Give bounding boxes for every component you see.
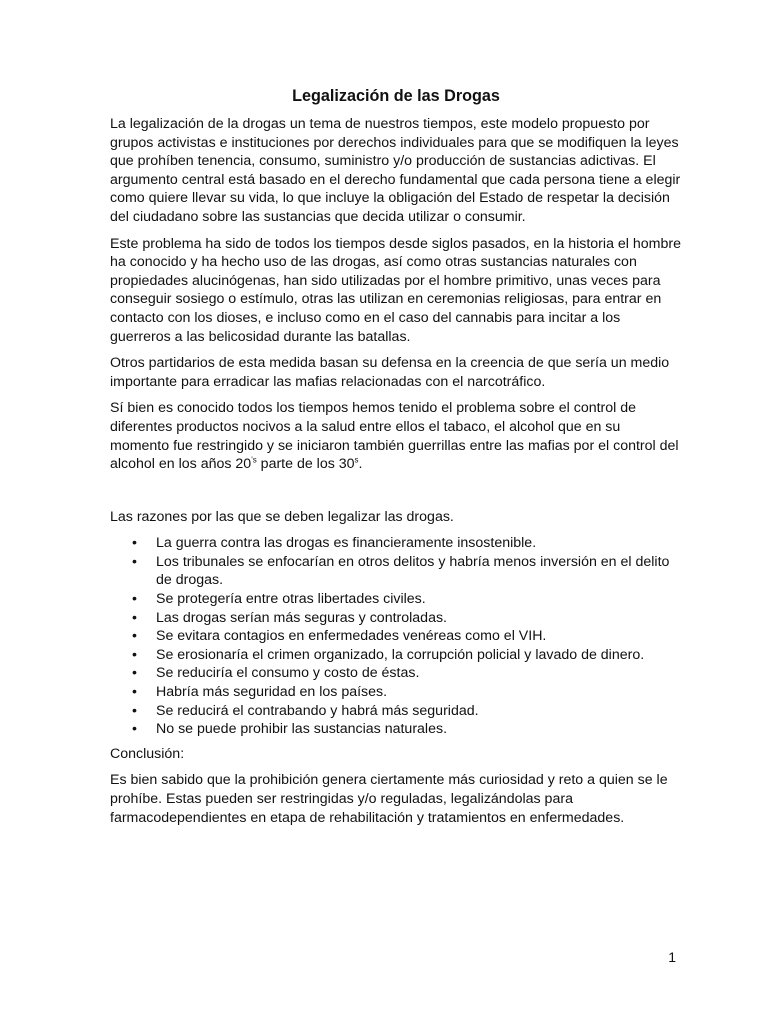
reason-text: Se reducirá el contrabando y habrá más seguridad. bbox=[156, 702, 479, 719]
reason-text: Habría más seguridad en los países. bbox=[156, 684, 388, 701]
bullet-icon: • bbox=[132, 628, 137, 645]
bullet-icon: • bbox=[132, 646, 137, 663]
reason-text: Se protegería entre otras libertades civiles. bbox=[156, 591, 426, 608]
superscript-20s: 's bbox=[251, 455, 257, 465]
reason-item bbox=[110, 702, 682, 721]
reason-item bbox=[110, 590, 682, 609]
bullet-icon: • bbox=[132, 609, 137, 626]
bullet-icon: • bbox=[132, 591, 137, 608]
bullet-icon: • bbox=[132, 553, 137, 570]
reason-item bbox=[110, 609, 682, 628]
reason-text: Las drogas serían más seguras y controladas. bbox=[156, 609, 447, 626]
paragraph-intro: La legalización de la drogas un tema de nuestros tiempos, este modelo propuesto por grupos activistas e instituciones por derechos individuales para que se modifiquen la leyes que prohíben tenencia, consumo, suministro y/o producción de sustancias adictivas. El argumento central está basado en el derecho fundamental que cada persona tiene a elegir como quiere llevar su vida, lo que incluye la obligación del Estado de respetar la decisión del ciudadano sobre las sustancias que decida utilizar o consumir. bbox=[110, 116, 681, 225]
reason-text: No se puede prohibir las sustancias naturales. bbox=[156, 721, 448, 738]
paragraph-control-mid: parte de los 30 bbox=[256, 456, 355, 473]
paragraph-control-end: . bbox=[358, 456, 363, 473]
reason-text: Se erosionaría el crimen organizado, la corrupción policial y lavado de dinero. bbox=[156, 646, 645, 663]
reason-text: Los tribunales se enfocarían en otros delitos y habría menos inversión en el delito de drogas. bbox=[156, 553, 670, 589]
bullet-icon: • bbox=[132, 535, 137, 552]
document-title: Legalización de las Drogas bbox=[292, 87, 500, 105]
reason-item bbox=[110, 534, 682, 553]
document-body bbox=[110, 86, 682, 835]
superscript-30s: s bbox=[354, 455, 359, 465]
reason-item bbox=[110, 553, 682, 590]
page-number: 1 bbox=[668, 949, 676, 965]
conclusion-paragraph: Es bien sabido que la prohibición genera ciertamente más curiosidad y reto a quien se le prohíbe. Estas pueden ser restringidas y/o reguladas, legalizándolas para farmacodependientes en etapa de rehabilitación y tratamientos en enfermedades. bbox=[110, 772, 668, 826]
reason-item bbox=[110, 646, 682, 665]
bullet-icon: • bbox=[132, 721, 137, 738]
paragraph-history: Este problema ha sido de todos los tiempos desde siglos pasados, en la historia el hombre ha conocido y ha hecho uso de las drogas, así como otras sustancias naturales con propiedades alucinógenas, han sido utilizadas por el hombre primitivo, unas veces para conseguir sosiego o estímulo, otras las utilizan en ceremonias religiosas, para entrar en contacto con los dioses, e incluso como en el caso del cannabis para incitar a los guerreros a las belicosidad durante las batallas. bbox=[110, 235, 681, 345]
bullet-icon: • bbox=[132, 702, 137, 719]
conclusion-heading: Conclusión: bbox=[110, 745, 185, 762]
reason-item bbox=[110, 683, 682, 702]
reason-text: Se reduciría el consumo y costo de éstas. bbox=[156, 665, 420, 682]
paragraph-control-text: Sí bien es conocido todos los tiempos hemos tenido el problema sobre el control de diferentes productos nocivos a la salud entre ellos el tabaco, el alcohol que en su momento fue restringido y se iniciaron también guerrillas entre las mafias por el control del alcohol en los años 20 bbox=[110, 400, 679, 473]
spacer bbox=[110, 482, 682, 508]
reason-text: Se evitara contagios en enfermedades venéreas como el VIH. bbox=[156, 628, 547, 645]
reasons-heading: Las razones por las que se deben legalizar las drogas. bbox=[110, 508, 454, 525]
reasons-list bbox=[110, 534, 682, 739]
reason-text: La guerra contra las drogas es financieramente insostenible. bbox=[156, 535, 537, 552]
paragraph-partisans: Otros partidarios de esta medida basan su defensa en la creencia de que sería un medio importante para erradicar las mafias relacionadas con el narcotráfico. bbox=[110, 355, 670, 390]
paragraph-control bbox=[110, 399, 682, 473]
reason-item bbox=[110, 627, 682, 646]
bullet-icon: • bbox=[132, 684, 137, 701]
reason-item bbox=[110, 720, 682, 739]
bullet-icon: • bbox=[132, 665, 137, 682]
reason-item bbox=[110, 664, 682, 683]
